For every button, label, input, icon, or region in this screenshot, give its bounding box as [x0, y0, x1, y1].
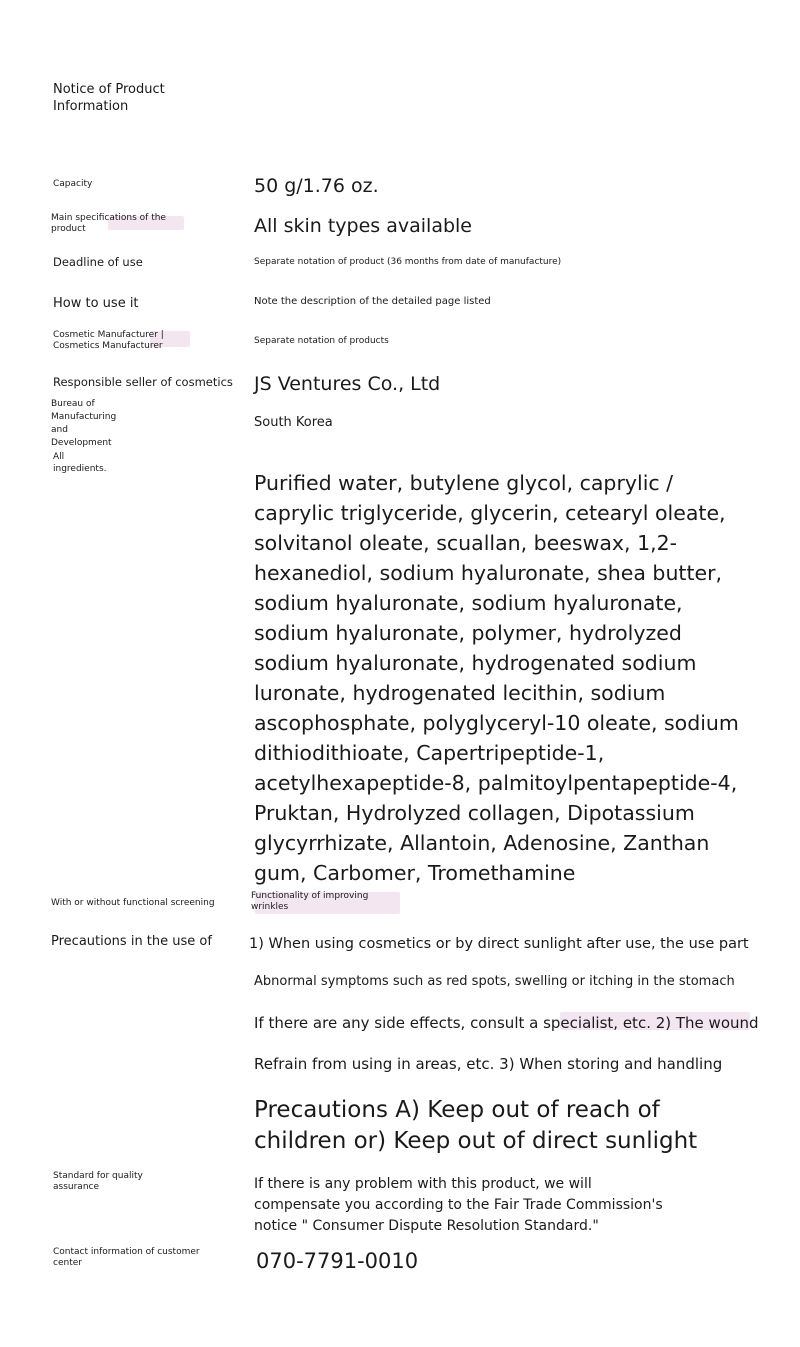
- seller-value: JS Ventures Co., Ltd: [254, 373, 441, 395]
- precautions-line: Precautions A) Keep out of reach of children or) Keep out of direct sunlight: [254, 1097, 698, 1154]
- bureau-value: South Korea: [254, 415, 333, 430]
- precautions-label: Precautions in the use of: [51, 934, 212, 949]
- precautions-line: 1) When using cosmetics or by direct sunlight after use, the use part: [249, 936, 749, 952]
- precautions-line: If there are any side effects, consult a specialist, etc. 2) The wound: [254, 1014, 759, 1032]
- bureau-label: Bureau of Manufacturing and Development: [51, 399, 117, 448]
- page-title: Notice of Product Information: [53, 82, 165, 114]
- precautions-line: Refrain from using in areas, etc. 3) When storing and handling: [254, 1055, 723, 1073]
- main-spec-value: All skin types available: [254, 215, 472, 237]
- deadline-label: Deadline of use: [53, 255, 143, 269]
- quality-value: If there is any problem with this product, we will compensate you according to the Fair Trade Commission's notice " Consumer Dispute Resolution Standard.": [254, 1176, 663, 1234]
- capacity-value: 50 g/1.76 oz.: [254, 175, 379, 197]
- how-to-use-value: Note the description of the detailed page listed: [254, 296, 491, 307]
- precautions-line: Abnormal symptoms such as red spots, swelling or itching in the stomach: [254, 974, 735, 989]
- ingredients-value: Purified water, butylene glycol, caprylic / caprylic triglyceride, glycerin, cetearyl oleate, solvitanol oleate, scuallan, beeswax, 1,2-hexanediol, sodium hyaluronate, shea butter, sodium hyaluronate, sodium hyaluronate, sodium hyaluronate, polymer, hydrolyzed sodium hyaluronate, hydrogenated sodium luronate, hydrogenated lecithin, sodium ascophosphate, polyglyceryl-10 oleate, sodium dithiodithioate, Capertripeptide-1, acetylhexapeptide-8, palmitoylpentapeptide-4, Pruktan, Hydrolyzed collagen, Dipotassium glycyrrhizate, Allantoin, Adenosine, Zanthan gum, Carbomer, Tromethamine: [254, 471, 739, 885]
- deadline-value: Separate notation of product (36 months from date of manufacture): [254, 257, 562, 267]
- ingredients-label: All ingredients.: [53, 452, 107, 474]
- contact-phone: 070-7791-0010: [256, 1249, 419, 1273]
- quality-label: Standard for quality assurance: [53, 1171, 143, 1192]
- seller-label: Responsible seller of cosmetics: [53, 375, 233, 389]
- manufacturer-label: Cosmetic Manufacturer | Cosmetics Manufacturer: [53, 330, 164, 351]
- manufacturer-value: Separate notation of products: [254, 336, 389, 346]
- contact-label: Contact information of customer center: [53, 1247, 200, 1268]
- capacity-label: Capacity: [53, 179, 93, 189]
- functional-value: Functionality of improving wrinkles: [251, 891, 369, 912]
- functional-label: With or without functional screening: [51, 898, 215, 908]
- main-spec-label: Main specifications of the product: [51, 213, 166, 234]
- how-to-use-label: How to use it: [53, 296, 139, 311]
